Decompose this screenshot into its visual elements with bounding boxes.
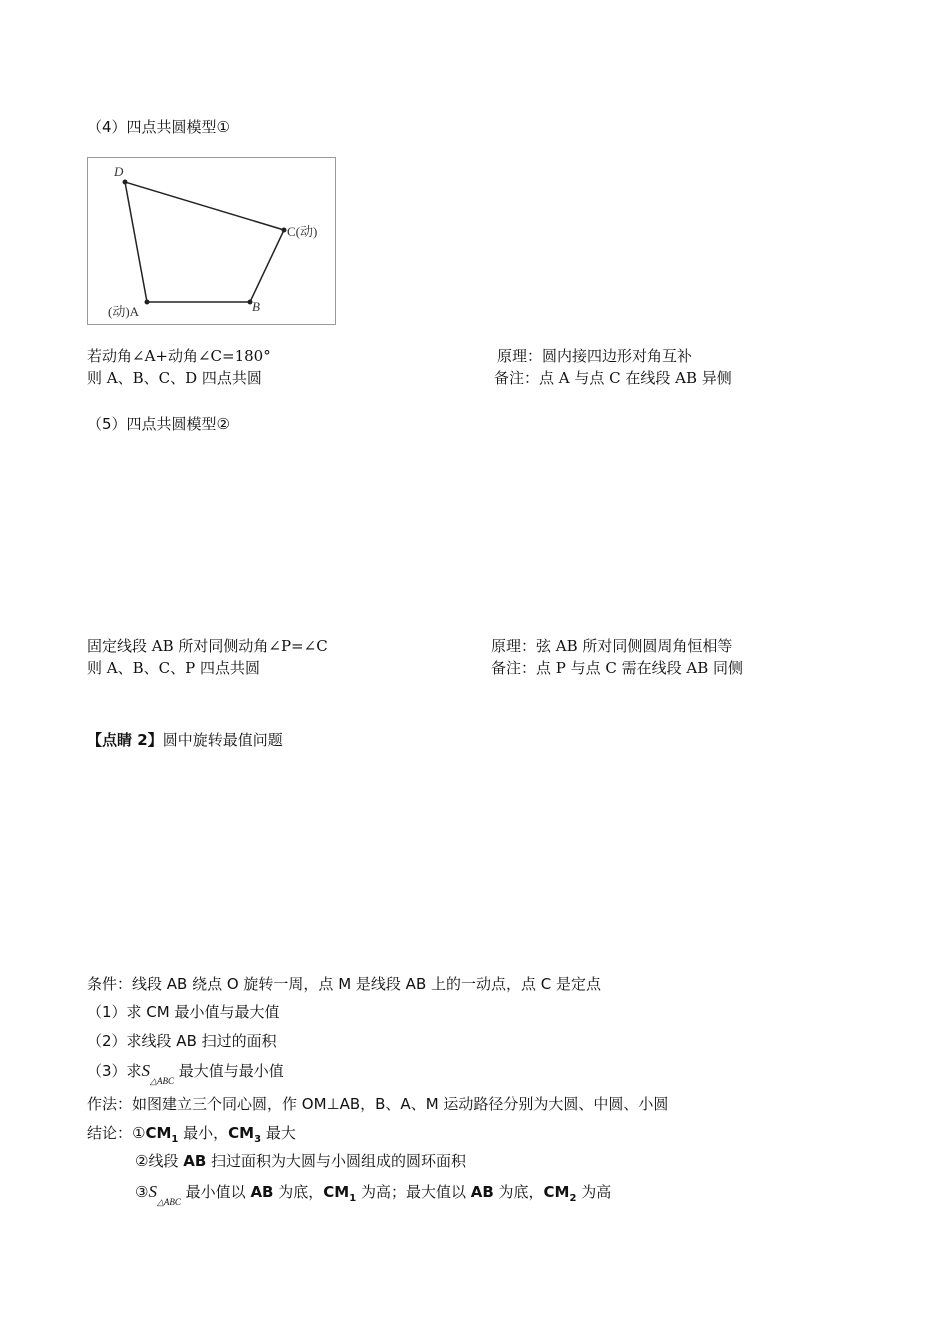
label-a: (动)A xyxy=(108,304,140,319)
section4-heading: （4）四点共圆模型① xyxy=(87,118,230,136)
q3-area-symbol: S xyxy=(141,1061,151,1080)
heading-title: 圆中旋转最值问题 xyxy=(162,731,283,749)
conclusion-3 xyxy=(135,1182,611,1212)
heading-bold: 点睛 2 xyxy=(102,731,148,749)
point2-heading xyxy=(87,730,283,750)
section5-conclusion: 则 A、B、C、P 四点共圆 xyxy=(87,659,260,677)
c2-mark: ② xyxy=(135,1152,149,1170)
point-c xyxy=(282,228,287,233)
question-2: （2）求线段 AB 扫过的面积 xyxy=(87,1032,277,1050)
c2-ab: AB xyxy=(183,1152,207,1170)
c1-sub3: 3 xyxy=(254,1134,262,1145)
c2-post: 扫过面积为大圆与小圆组成的圆环面积 xyxy=(206,1152,467,1170)
label-c: C(动) xyxy=(287,224,318,239)
section4-note: 备注：点 A 与点 C 在线段 AB 异侧 xyxy=(494,369,732,387)
label-d: D xyxy=(114,164,124,179)
c1-mid: 最小， xyxy=(183,1124,229,1142)
point-d xyxy=(123,180,128,185)
quadrilateral-figure xyxy=(87,157,336,325)
section5-note: 备注：点 P 与点 C 需在线段 AB 同侧 xyxy=(491,659,744,677)
c3-cm2: CM xyxy=(543,1183,570,1201)
conclusion-1 xyxy=(87,1123,296,1150)
section4-principle: 原理：圆内接四边形对角互补 xyxy=(497,347,693,365)
c3-ab2: AB xyxy=(470,1183,494,1201)
condition-line: 条件：线段 AB 绕点 O 旋转一周，点 M 是线段 AB 上的一动点，点 C 是定点 xyxy=(87,975,602,993)
c3-t5: 为高 xyxy=(576,1183,612,1201)
c3-area-subscript: △ABC xyxy=(156,1197,181,1207)
point-a xyxy=(145,300,150,305)
c2-pre: 线段 xyxy=(148,1152,184,1170)
heading-bracket-open: 【 xyxy=(87,731,103,749)
q3-suffix: 最大值与最小值 xyxy=(178,1062,284,1080)
heading-bracket-close: 】 xyxy=(147,731,163,749)
c3-area-symbol: S xyxy=(148,1182,157,1201)
c3-t2: 为底， xyxy=(273,1183,324,1201)
c3-cm1: CM xyxy=(323,1183,350,1201)
section5-principle: 原理：弦 AB 所对同侧圆周角恒相等 xyxy=(491,637,733,655)
c3-sub1: 1 xyxy=(349,1193,357,1204)
quadrilateral-outline xyxy=(125,182,284,302)
label-b: B xyxy=(252,299,260,314)
method-line: 作法：如图建立三个同心圆，作 OM⊥AB，B、A、M 运动路径分别为大圆、中圆、小圆 xyxy=(87,1095,669,1113)
q3-area-subscript: △ABC xyxy=(150,1076,174,1086)
question-1: （1）求 CM 最小值与最大值 xyxy=(87,1003,280,1021)
q3-prefix: （3）求 xyxy=(87,1062,142,1080)
c1-sub1: 1 xyxy=(171,1134,179,1145)
c1-mark: ① xyxy=(132,1124,146,1142)
section4-condition: 若动角∠A+动角∠C=180° xyxy=(87,347,271,365)
section5-condition: 固定线段 AB 所对同侧动角∠P=∠C xyxy=(87,637,328,655)
c1-end: 最大 xyxy=(265,1124,296,1142)
conclusion-2 xyxy=(135,1151,466,1171)
c3-mark: ③ xyxy=(135,1183,149,1201)
c3-t3: 为高；最大值以 xyxy=(356,1183,471,1201)
conclusion-prefix: 结论： xyxy=(87,1124,133,1142)
c3-t4: 为底， xyxy=(493,1183,544,1201)
section4-conclusion: 则 A、B、C、D 四点共圆 xyxy=(87,369,262,387)
quadrilateral-diagram xyxy=(88,158,337,326)
c3-ab1: AB xyxy=(250,1183,274,1201)
c1-cm1: CM xyxy=(145,1124,172,1142)
question-3 xyxy=(87,1061,284,1091)
c3-sub2: 2 xyxy=(569,1193,577,1204)
section5-heading: （5）四点共圆模型② xyxy=(87,415,230,433)
c3-t1: 最小值以 xyxy=(185,1183,251,1201)
c1-cm3: CM xyxy=(228,1124,255,1142)
